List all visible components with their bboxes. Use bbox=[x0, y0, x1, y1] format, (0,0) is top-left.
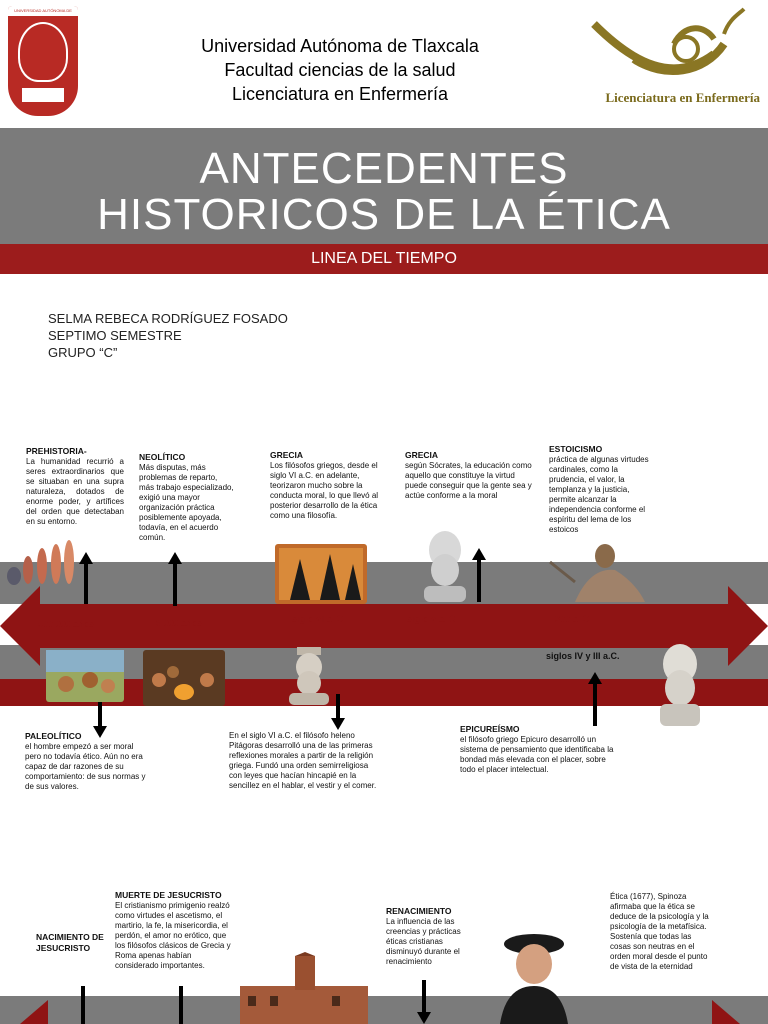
neolithic-fire-image bbox=[143, 650, 225, 706]
event-spinoza bbox=[610, 892, 712, 972]
event-title: GRECIA bbox=[405, 450, 439, 460]
date-grecia-2: siglo V a. C bbox=[407, 614, 456, 624]
header-text bbox=[120, 34, 560, 106]
event-text: el filósofo griego Epicuro desarrolló un sistema de pensamiento que identificaba la bondad más elevada con el placer, sobre todo el placer intelectual. bbox=[460, 735, 614, 774]
event-paleolitico bbox=[25, 731, 149, 792]
event-title: PALEOLÍTICO bbox=[25, 731, 82, 741]
nursing-program-logo bbox=[574, 4, 764, 114]
greek-vase-image bbox=[275, 544, 367, 604]
date-grecia-1: siglo VI a. C bbox=[292, 614, 344, 624]
program-name: Licenciatura en Enfermería bbox=[231, 84, 449, 104]
arrow-down-icon bbox=[174, 986, 188, 1024]
event-prehistoria bbox=[26, 446, 124, 527]
date-neolitico: 6.000 años bbox=[156, 618, 203, 628]
event-text: El cristianismo primigenio realzó como virtudes el ascetismo, el martirio, la fe, la misericordia, el perdón, el amor no erótico, que los filósofos clásicos de Grecia y Roma apenas habían considerado importantes. bbox=[115, 901, 231, 970]
event-text: La influencia de las creencias y prácticas éticas cristianas disminuyó durante el renacimiento bbox=[386, 917, 461, 966]
seal-text: UNIVERSIDAD AUTÓNOMA DE TLAXCALA bbox=[8, 6, 78, 16]
event-muerte-jesucristo bbox=[115, 890, 237, 971]
event-nacimiento-jesucristo bbox=[36, 932, 106, 954]
event-text: Los filósofos griegos, desde el siglo VI a.C. en adelante, teorizaron mucho sobre la conducta moral, lo que llevó al posterior desarrollo de la ética como una filosofía. bbox=[270, 461, 379, 520]
title-line-2: HISTORICOS DE LA ÉTICA bbox=[97, 190, 671, 239]
event-title: MUERTE DE JESUCRISTO bbox=[115, 890, 222, 900]
socrates-bust-image bbox=[418, 528, 472, 604]
event-title: RENACIMIENTO bbox=[386, 906, 452, 916]
author-group: GRUPO “C” bbox=[48, 345, 118, 360]
title-line-1: ANTECEDENTES bbox=[199, 144, 569, 193]
author-semester: SEPTIMO SEMESTRE bbox=[48, 328, 182, 343]
author-name: SELMA REBECA RODRÍGUEZ FOSADO bbox=[48, 311, 288, 326]
arrow-down-icon bbox=[417, 980, 431, 1024]
event-text: Más disputas, más problemas de reparto, más trabajo especializado, exigió una mayor organización práctica posiblemente apoyada, todavía, en el acuerdo común. bbox=[139, 463, 234, 542]
event-text: Ética (1677), Spinoza afirmaba que la ética se deduce de la psicología y la psicología de la metafísica. Sostenía que todas las cosas son neutras en el orden moral desde el punto de vista de la eternidad bbox=[610, 892, 709, 971]
event-title: NEOLÍTICO bbox=[139, 452, 186, 462]
paleolithic-image bbox=[46, 650, 124, 702]
date-epicureismo: siglos IV y III a.C. bbox=[546, 651, 620, 661]
event-grecia-2 bbox=[405, 450, 537, 501]
event-text: La humanidad recurrió a seres extraordinarios que se situaban en una supra naturaleza, dotados de enorme poder, y artífices del orden que detectaban en su entorno. bbox=[26, 457, 124, 526]
event-title: EPICUREÍSMO bbox=[460, 724, 520, 734]
event-text: el hombre empezó a ser moral pero no todavía ético. Aún no era capaz de dar razones de su comportamiento: de sus normas y de sus valores. bbox=[25, 742, 146, 791]
second-timeline-band bbox=[0, 996, 768, 1024]
event-text: En el siglo VI a.C. el filósofo heleno Pitágoras desarrolló una de las primeras reflexiones morales a partir de la religión griega. Fundó una orden semirreligiosa con leyes que hacían hincapié en la sencillez en el hablar, el vestir y el comer. bbox=[229, 731, 377, 790]
university-name: Universidad Autónoma de Tlaxcala bbox=[201, 36, 479, 56]
event-estoicismo bbox=[549, 444, 653, 535]
event-epicureismo bbox=[460, 724, 618, 775]
pythagoras-bust-image bbox=[285, 645, 333, 705]
event-neolitico bbox=[139, 452, 234, 543]
event-title: NACIMIENTO DE JESUCRISTO bbox=[36, 932, 104, 953]
arrow-up-icon bbox=[472, 548, 486, 602]
arrow-down-icon bbox=[331, 694, 345, 730]
seal-band bbox=[22, 88, 64, 102]
event-pitagoras bbox=[229, 731, 381, 791]
nursing-emblem-icon bbox=[574, 4, 764, 89]
event-text: práctica de algunas virtudes cardinales, como la prudencia, el valor, la templanza y la justicia, permite alcanzar la independencia conforme el espíritu del lema de los estoicos bbox=[549, 455, 649, 534]
university-seal-logo bbox=[8, 6, 78, 116]
event-text: según Sócrates, la educación como aquello que constituye la virtud puede conseguir que la gente sea y actúe conforme a la moral bbox=[405, 461, 532, 500]
subtitle: LINEA DEL TIEMPO bbox=[311, 250, 457, 267]
epicurus-bust-image bbox=[654, 640, 706, 726]
luther-portrait-image bbox=[496, 930, 572, 1024]
stoic-statue-image bbox=[545, 542, 649, 604]
evolution-image bbox=[4, 534, 78, 586]
arrow-up-icon bbox=[168, 552, 182, 606]
event-grecia-1 bbox=[270, 450, 382, 521]
arrow-up-icon bbox=[79, 552, 93, 604]
page-title bbox=[0, 146, 768, 238]
monastery-image bbox=[240, 952, 368, 1024]
event-title: ESTOICISMO bbox=[549, 444, 603, 454]
arrow-down-icon bbox=[76, 986, 90, 1024]
date-prehistoria: 500.000 años bbox=[38, 619, 95, 629]
second-arrow-right-head-icon bbox=[712, 1000, 740, 1024]
arrow-up-icon bbox=[588, 672, 602, 726]
event-title: PREHISTORIA- bbox=[26, 446, 87, 456]
faculty-name: Facultad ciencias de la salud bbox=[224, 60, 456, 80]
event-renacimiento bbox=[386, 906, 468, 967]
nursing-logo-text: Licenciatura en Enfermería bbox=[605, 90, 760, 105]
event-title: GRECIA bbox=[270, 450, 304, 460]
seal-emblem-icon bbox=[18, 22, 68, 82]
date-estoicismo: 300 a. C bbox=[555, 614, 590, 624]
second-arrow-left-head-icon bbox=[20, 1000, 48, 1024]
author-block bbox=[48, 310, 288, 361]
